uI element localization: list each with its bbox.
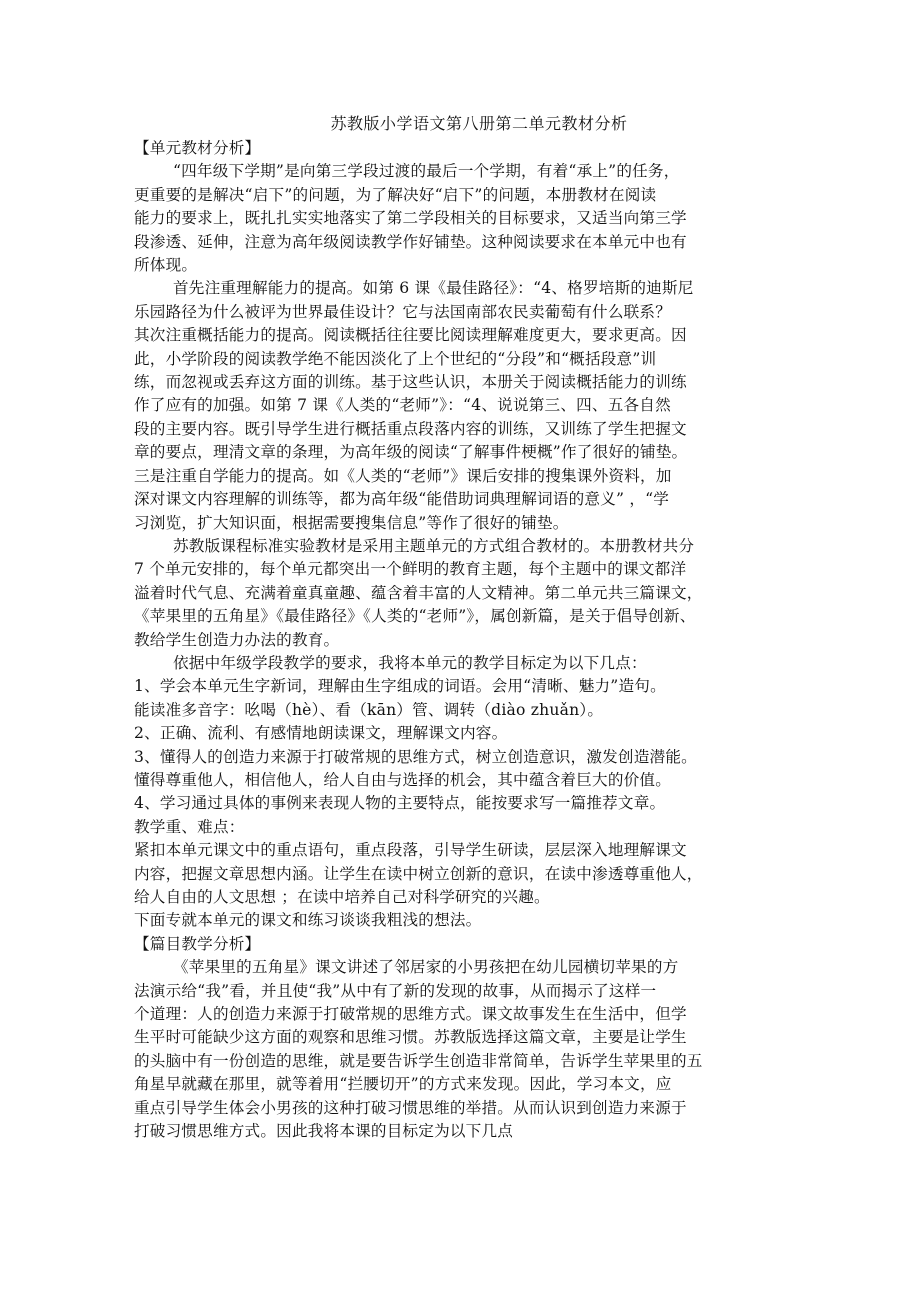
document-body bbox=[134, 137, 786, 1143]
text-line: 重点引导学生体会小男孩的这种打破习惯思维的举措。从而认识到创造力来源于 bbox=[134, 1098, 687, 1117]
document-page bbox=[134, 112, 786, 1143]
text-line: 能读准多音字：吆喝（hè）、看（kān）管、调转（diào zhuǎn）。 bbox=[134, 700, 604, 719]
text-line: 溢着时代气息、充满着童真童趣、蕴含着丰富的人文精神。第二单元共三篇课文， bbox=[134, 583, 703, 602]
text-line: 给人自由的人文思想 ；在读中培养自己对科学研究的兴趣。 bbox=[134, 888, 550, 906]
text-line: 内容，把握文章思想内涵。让学生在读中树立创新的意识，在读中渗透尊重他人， bbox=[134, 864, 703, 883]
document-title: 苏教版小学语文第八册第二单元教材分析 bbox=[330, 114, 628, 133]
text-line: 乐园路径为什么被评为世界最佳设计？它与法国南部农民卖葡萄有什么联系？ bbox=[134, 302, 671, 321]
text-line: 练，而忽视或丢弃这方面的训练。基于这些认识，本册关于阅读概括能力的训练 bbox=[134, 373, 687, 392]
text-line: 依据中年级学段教学的要求，我将本单元的教学目标定为以下几点： bbox=[173, 653, 647, 672]
text-line: 下面专就本单元的课文和练习谈谈我粗浅的想法。 bbox=[134, 911, 482, 930]
text-line: 法演示给“我”看，并且使“我”从中有了新的发现的故事，从而揭示了这样一 bbox=[134, 981, 657, 1000]
text-line: 3、懂得人的创造力来源于打破常规的思维方式，树立创造意识，激发创造潜能。 bbox=[134, 747, 697, 766]
text-line: 所体现。 bbox=[134, 256, 198, 275]
text-line: 《苹果里的五角星》课文讲述了邻居家的小男孩把在幼儿园横切苹果的方 bbox=[173, 958, 679, 977]
text-line: 段的主要内容。既引导学生进行概括重点段落内容的训练，又训练了学生把握文 bbox=[134, 419, 687, 438]
text-line: 的头脑中有一份创造的思维，就是要告诉学生创造非常简单，告诉学生苹果里的五 bbox=[134, 1051, 703, 1070]
text-line: 紧扣本单元课文中的重点语句，重点段落，引导学生研读，层层深入地理解课文 bbox=[134, 841, 687, 860]
text-line: 深对课文内容理解的训练等，都为高年级“能借助词典理解词语的意义” ，“学 bbox=[134, 490, 670, 509]
text-line: 2、正确、流利、有感情地朗读课文，理解课文内容。 bbox=[134, 724, 508, 743]
text-line: 其次注重概括能力的提高。阅读概括往往要比阅读理解难度更大，要求更高。因 bbox=[134, 326, 687, 345]
text-line: “四年级下学期”是向第三学段过渡的最后一个学期，有着“承上”的任务， bbox=[173, 162, 680, 181]
text-line: 能力的要求上，既扎扎实实地落实了第二学段相关的目标要求，又适当向第三学 bbox=[134, 209, 687, 228]
text-line: 个道理：人的创造力来源于打破常规的思维方式。课文故事发生在生活中，但学 bbox=[134, 1005, 687, 1024]
text-line: 打破习惯思维方式。因此我将本课的目标定为以下几点 bbox=[134, 1122, 514, 1141]
text-line: 4、学习通过具体的事例来表现人物的主要特点，能按要求写一篇推荐文章。 bbox=[134, 794, 666, 813]
text-line: 【单元教材分析】 bbox=[134, 139, 261, 157]
text-line: 【篇目教学分析】 bbox=[134, 934, 261, 953]
text-line: 7 个单元安排的，每个单元都突出一个鲜明的教育主题，每个主题中的课文都洋 bbox=[134, 560, 687, 579]
text-line: 三是注重自学能力的提高。如《人类的“老师”》课后安排的搜集课外资料，加 bbox=[134, 466, 672, 485]
text-line: 首先注重理解能力的提高。如第 6 课《最佳路径》：“4、格罗培斯的迪斯尼 bbox=[173, 279, 694, 298]
text-line: 作了应有的加强。如第 7 课《人类的“老师”》：“4、说说第三、四、五各自然 bbox=[134, 396, 671, 415]
text-line: 懂得尊重他人，相信他人，给人自由与选择的机会，其中蕴含着巨大的价值。 bbox=[134, 770, 671, 789]
text-line: 1、学会本单元生字新词，理解由生字组成的词语。会用“清晰、魅力”造句。 bbox=[134, 677, 666, 696]
text-line: 教给学生创造力办法的教育。 bbox=[134, 630, 340, 649]
text-line: 习浏览，扩大知识面，根据需要搜集信息”等作了很好的铺垫。 bbox=[134, 513, 569, 532]
text-line: 段渗透、延伸，注意为高年级阅读教学作好铺垫。这种阅读要求在本单元中也有 bbox=[134, 232, 687, 251]
text-line: 此，小学阶段的阅读教学绝不能因淡化了上个世纪的“分段”和“概括段意”训 bbox=[134, 349, 657, 368]
text-line: 苏教版课程标准实验教材是采用主题单元的方式组合教材的。本册教材共分 bbox=[173, 536, 695, 555]
text-line: 角星早就藏在那里，就等着用“拦腰切开”的方式来发现。因此，学习本文，应 bbox=[134, 1075, 672, 1094]
text-line: 生平时可能缺少这方面的观察和思维习惯。苏教版选择这篇文章，主要是让学生 bbox=[134, 1028, 687, 1047]
text-line: 更重要的是解决“启下”的问题，为了解决好“启下”的问题，本册教材在阅读 bbox=[134, 185, 657, 204]
text-line: 《苹果里的五角星》《最佳路径》《人类的“老师”》，属创新篇，是关于倡导创新、 bbox=[134, 607, 696, 626]
text-line: 章的要点，理清文章的条理，为高年级的阅读“了解事件梗概”作了很好的铺垫。 bbox=[134, 443, 688, 462]
text-line: 教学重、难点： bbox=[134, 817, 245, 836]
